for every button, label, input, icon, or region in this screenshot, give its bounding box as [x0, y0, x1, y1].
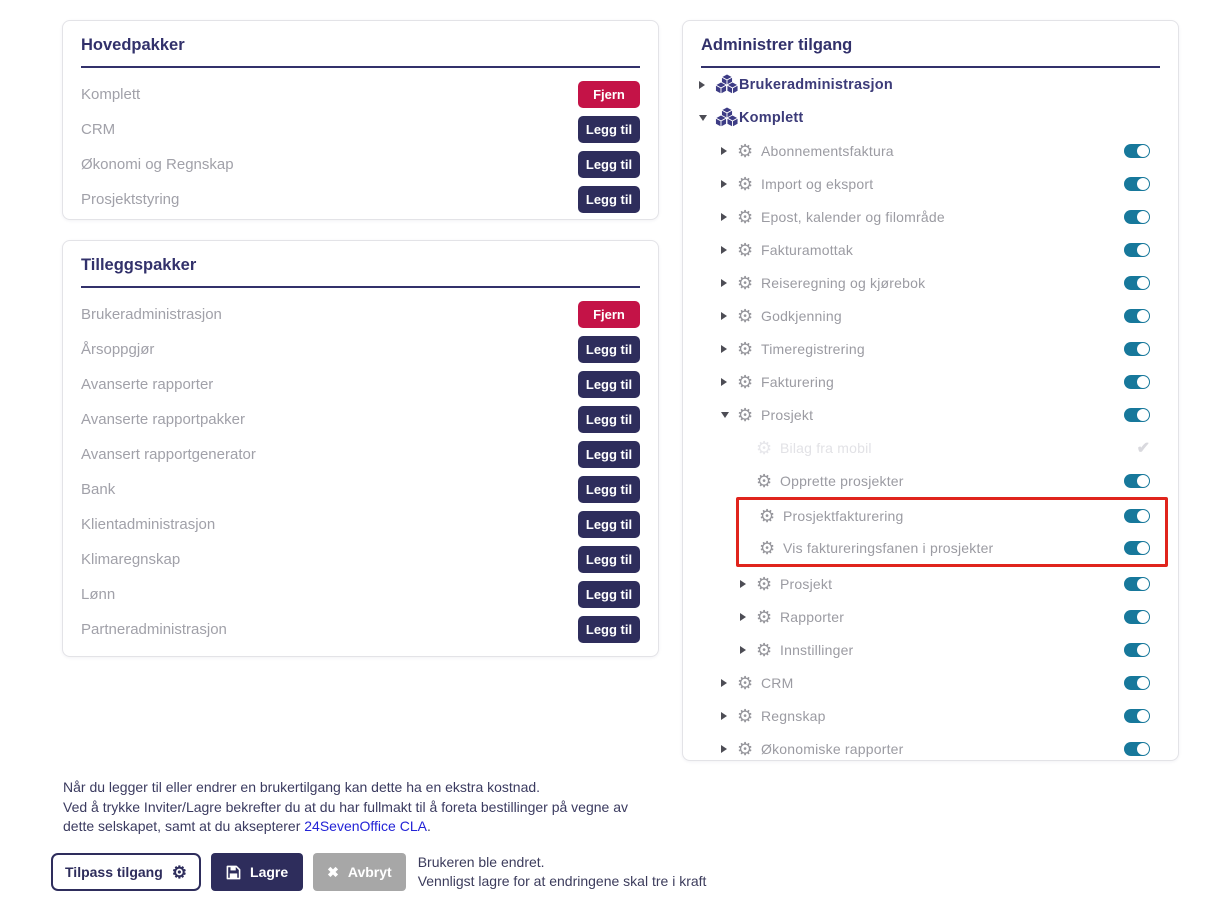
lagre-label: Lagre: [250, 864, 289, 880]
gear-icon: ⚙: [737, 272, 754, 293]
toggle-switch[interactable]: [1124, 408, 1150, 422]
package-label: Klientadministrasjon: [81, 516, 216, 533]
toggle-switch[interactable]: [1124, 709, 1150, 723]
expand-arrow-icon[interactable]: [699, 81, 715, 89]
tree-item-label: Komplett: [739, 109, 804, 126]
tree-row[interactable]: [699, 431, 1162, 464]
panel-title: Administrer tilgang: [701, 35, 1160, 68]
cla-link[interactable]: 24SevenOffice CLA: [304, 818, 427, 834]
gear-icon: ⚙: [756, 470, 773, 491]
tree-item-label: Brukeradministrasjon: [739, 76, 893, 93]
tree-row[interactable]: [699, 464, 1162, 497]
package-row: [81, 147, 640, 182]
tree-row[interactable]: [699, 633, 1162, 666]
package-row: [81, 332, 640, 367]
status-line1: Brukeren ble endret.: [417, 854, 545, 870]
expand-arrow-icon[interactable]: [721, 745, 737, 753]
tree-row[interactable]: [699, 233, 1162, 266]
toggle-switch[interactable]: [1124, 643, 1150, 657]
package-label: Prosjektstyring: [81, 191, 180, 208]
package-list: [81, 297, 640, 647]
tilpass-tilgang-button[interactable]: [51, 853, 201, 891]
package-label: Komplett: [81, 86, 141, 103]
expand-arrow-icon[interactable]: [721, 279, 737, 287]
expand-arrow-icon[interactable]: [740, 646, 756, 654]
package-label: CRM: [81, 121, 116, 138]
package-label: Avansert rapportgenerator: [81, 446, 256, 463]
package-row: [81, 577, 640, 612]
gear-icon: ⚙: [737, 206, 754, 227]
package-action-button[interactable]: Legg til: [578, 546, 640, 573]
tree-item-label: Godkjenning: [761, 307, 842, 324]
expand-arrow-icon[interactable]: [721, 180, 737, 188]
package-action-button[interactable]: Legg til: [578, 371, 640, 398]
tree-item-label: Regnskap: [761, 707, 826, 724]
package-action-button[interactable]: Legg til: [578, 336, 640, 363]
gear-icon: ⚙: [756, 639, 773, 660]
package-row: [81, 402, 640, 437]
disclaimer-line1: Når du legger til eller endrer en brukertilgang kan dette ha en ekstra kostnad.: [63, 779, 541, 795]
tree-item-label: Prosjekt: [761, 406, 814, 423]
tree-item-label: Vis faktureringsfanen i prosjekter: [783, 540, 994, 556]
toggle-switch[interactable]: [1124, 144, 1150, 158]
tree-row[interactable]: [739, 500, 1165, 532]
lagre-button[interactable]: [211, 853, 303, 891]
package-label: Bank: [81, 481, 116, 498]
package-action-button[interactable]: Legg til: [578, 116, 640, 143]
tree-item-label: Bilag fra mobil: [780, 439, 872, 456]
package-label: Brukeradministrasjon: [81, 306, 222, 323]
expand-arrow-icon[interactable]: [721, 378, 737, 386]
tree-item-label: Reiseregning og kjørebok: [761, 274, 926, 291]
gear-icon: ⚙: [759, 538, 776, 558]
package-action-button[interactable]: Legg til: [578, 511, 640, 538]
package-row: [81, 367, 640, 402]
package-action-button[interactable]: Legg til: [578, 186, 640, 213]
tree-item-label: Prosjekt: [780, 575, 833, 592]
tree-row[interactable]: [699, 666, 1162, 699]
gear-icon: ⚙: [759, 506, 776, 526]
package-action-button[interactable]: Legg til: [578, 616, 640, 643]
expand-arrow-icon[interactable]: [721, 213, 737, 221]
tree-row[interactable]: [699, 332, 1162, 365]
package-row: [81, 437, 640, 472]
package-label: Lønn: [81, 586, 116, 603]
tree-row[interactable]: [699, 266, 1162, 299]
gear-icon: ⚙: [737, 371, 754, 392]
tree-item-label: Fakturering: [761, 373, 835, 390]
disclaimer-text: [63, 778, 703, 837]
tree-item-label: Innstillinger: [780, 641, 854, 658]
gear-icon: ⚙: [756, 437, 773, 458]
package-row: [81, 297, 640, 332]
highlight-annotation: [736, 497, 1168, 567]
package-row: [81, 507, 640, 542]
gear-icon: ⚙: [737, 672, 754, 693]
tree-row[interactable]: [699, 398, 1162, 431]
package-icon: [715, 107, 739, 128]
expand-arrow-icon[interactable]: [721, 246, 737, 254]
disclaimer-line3: [63, 817, 703, 837]
tilpass-tilgang-label: Tilpass tilgang: [65, 864, 163, 880]
tree-row[interactable]: [699, 134, 1162, 167]
panel-title: Tilleggspakker: [81, 255, 640, 288]
check-icon: ✔: [1136, 439, 1150, 457]
tree-row[interactable]: [699, 299, 1162, 332]
package-row: [81, 77, 640, 112]
tree-item-label: Opprette prosjekter: [780, 472, 904, 489]
status-line2: Vennligst lagre for at endringene skal tre i kraft: [417, 873, 707, 889]
package-label: Klimaregnskap: [81, 551, 181, 568]
package-icon: [715, 74, 739, 95]
package-row: [81, 112, 640, 147]
toggle-switch[interactable]: [1124, 210, 1150, 224]
toggle-switch[interactable]: [1124, 177, 1150, 191]
expand-arrow-icon[interactable]: [721, 712, 737, 720]
tree-row[interactable]: [699, 101, 1162, 134]
gear-icon: ⚙: [737, 305, 754, 326]
package-action-button[interactable]: Legg til: [578, 476, 640, 503]
toggle-switch[interactable]: [1124, 610, 1150, 624]
gear-icon: ⚙: [737, 404, 754, 425]
tree-item-label: Økonomiske rapporter: [761, 740, 904, 757]
toggle-switch[interactable]: [1124, 676, 1150, 690]
tree-item-label: Import og eksport: [761, 175, 874, 192]
tree-item-label: Epost, kalender og filområde: [761, 208, 945, 225]
gear-icon: ⚙: [737, 338, 754, 359]
gear-icon: ⚙: [171, 862, 188, 882]
package-row: [81, 542, 640, 577]
status-message: [418, 853, 707, 891]
tree-row[interactable]: [699, 365, 1162, 398]
package-action-button[interactable]: Fjern: [578, 81, 640, 108]
tree-item-label: Fakturamottak: [761, 241, 854, 258]
expand-arrow-icon[interactable]: [721, 412, 737, 418]
save-icon: [226, 865, 241, 880]
expand-arrow-icon[interactable]: [721, 312, 737, 320]
gear-icon: ⚙: [737, 738, 754, 759]
toggle-switch[interactable]: [1124, 577, 1150, 591]
package-label: Økonomi og Regnskap: [81, 156, 234, 173]
expand-arrow-icon[interactable]: [721, 679, 737, 687]
expand-arrow-icon[interactable]: [699, 115, 715, 121]
gear-icon: ⚙: [737, 173, 754, 194]
tree-row[interactable]: [699, 567, 1162, 600]
package-label: Årsoppgjør: [81, 341, 155, 358]
tree-row[interactable]: [699, 600, 1162, 633]
package-action-button[interactable]: Legg til: [578, 441, 640, 468]
package-label: Partneradministrasjon: [81, 621, 227, 638]
access-tree: [699, 68, 1162, 765]
tree-row[interactable]: [739, 532, 1165, 564]
package-label: Avanserte rapporter: [81, 376, 214, 393]
tree-item-label: Prosjektfakturering: [783, 508, 904, 524]
tree-row[interactable]: [699, 68, 1162, 101]
panel-tilleggspakker: [62, 240, 659, 657]
package-action-button[interactable]: Legg til: [578, 406, 640, 433]
toggle-switch[interactable]: [1124, 742, 1150, 756]
toggle-switch[interactable]: [1124, 243, 1150, 257]
panel-title: Hovedpakker: [81, 35, 640, 68]
tree-row[interactable]: [699, 699, 1162, 732]
toggle-switch[interactable]: [1124, 375, 1150, 389]
toggle-switch[interactable]: [1124, 276, 1150, 290]
toggle-switch[interactable]: [1124, 309, 1150, 323]
avbryt-label: Avbryt: [347, 864, 392, 880]
tree-item-label: CRM: [761, 674, 794, 691]
gear-icon: ⚙: [737, 239, 754, 260]
package-row: [81, 472, 640, 507]
gear-icon: ⚙: [756, 606, 773, 627]
expand-arrow-icon[interactable]: [721, 345, 737, 353]
toggle-switch[interactable]: [1124, 509, 1150, 523]
tree-row[interactable]: [699, 732, 1162, 765]
package-action-button[interactable]: Legg til: [578, 581, 640, 608]
tree-item-label: Abonnementsfaktura: [761, 142, 894, 159]
toggle-switch[interactable]: [1124, 342, 1150, 356]
package-row: [81, 612, 640, 647]
toggle-switch[interactable]: [1124, 474, 1150, 488]
disclaimer-line2: Ved å trykke Inviter/Lagre bekrefter du at du har fullmakt til å foreta bestillinger på vegne av: [63, 798, 628, 815]
package-row: [81, 182, 640, 217]
panel-administrer-tilgang: [682, 20, 1179, 761]
gear-icon: ⚙: [756, 573, 773, 594]
tree-item-label: Rapporter: [780, 608, 845, 625]
close-icon: ✖: [327, 863, 339, 880]
expand-arrow-icon[interactable]: [740, 613, 756, 621]
expand-arrow-icon[interactable]: [721, 147, 737, 155]
avbryt-button[interactable]: [313, 853, 406, 891]
package-list: [81, 77, 640, 217]
disclaimer-line3-prefix: dette selskapet, samt at du aksepterer: [63, 818, 305, 834]
package-action-button[interactable]: Fjern: [578, 301, 640, 328]
expand-arrow-icon[interactable]: [740, 580, 756, 588]
disclaimer-line3-suffix: .: [426, 818, 431, 834]
tree-row[interactable]: [699, 167, 1162, 200]
tree-row[interactable]: [699, 200, 1162, 233]
gear-icon: ⚙: [737, 140, 754, 161]
gear-icon: ⚙: [737, 705, 754, 726]
actions-bar: [51, 853, 706, 891]
package-label: Avanserte rapportpakker: [81, 411, 245, 428]
toggle-switch[interactable]: [1124, 541, 1150, 555]
panel-hovedpakker: [62, 20, 659, 220]
package-action-button[interactable]: Legg til: [578, 151, 640, 178]
tree-item-label: Timeregistrering: [761, 340, 865, 357]
